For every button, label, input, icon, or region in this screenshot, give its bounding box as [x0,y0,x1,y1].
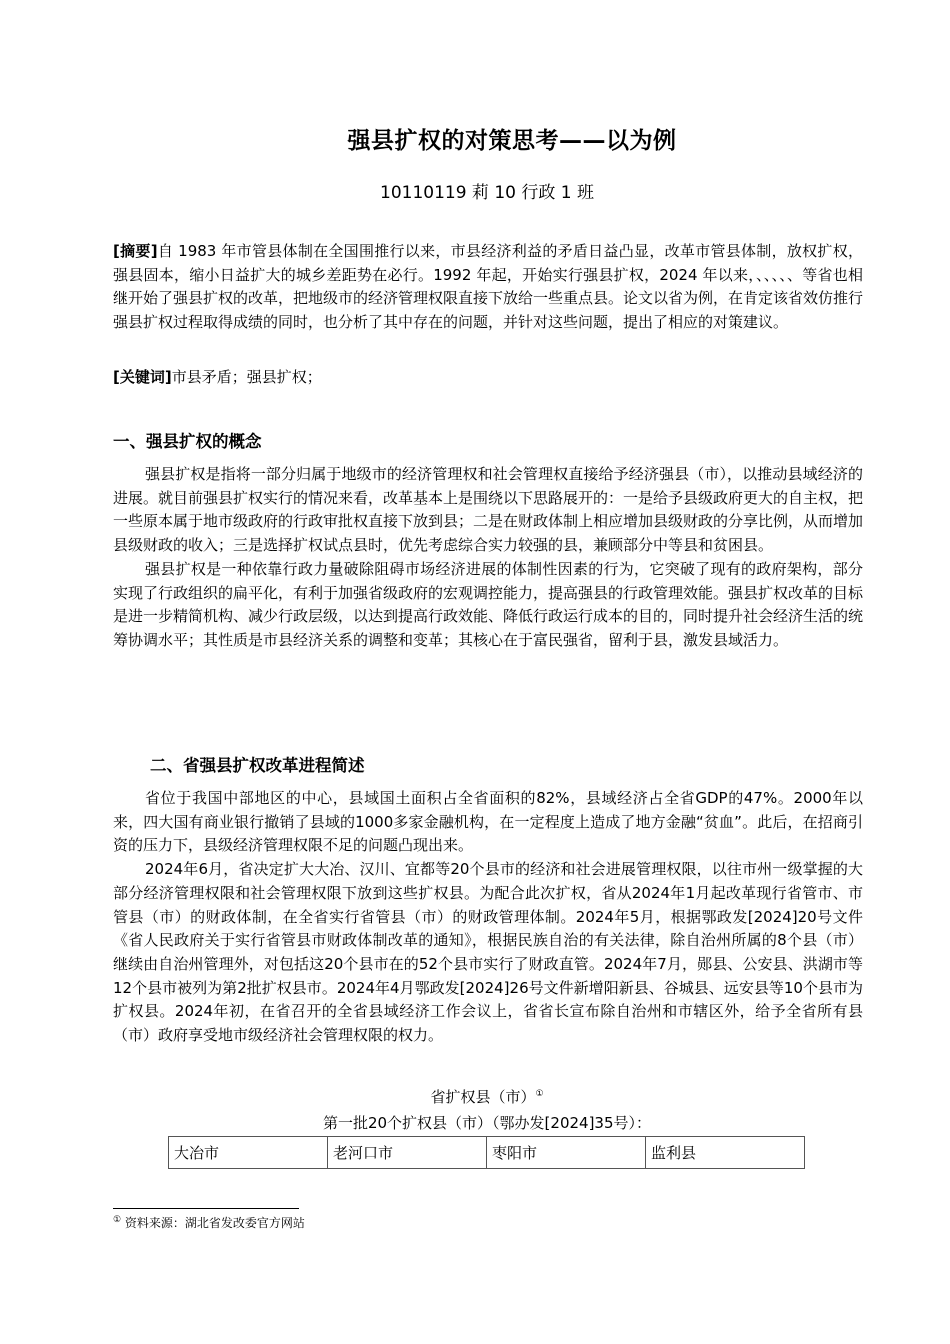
table-cell: 老河口市 [328,1137,487,1169]
footnote-text: 资料来源：湖北省发改委官方网站 [124,1216,305,1230]
keywords [113,366,863,390]
table-cell: 枣阳市 [487,1137,646,1169]
keywords-label: [关键词] [113,368,172,386]
section2-body [113,787,863,1048]
section1-body [113,463,863,653]
table-row [169,1137,805,1169]
table-cell: 监利县 [646,1137,805,1169]
paper-title: 强县扩权的对策思考——以为例 [347,128,677,154]
table-cell: 大冶市 [169,1137,328,1169]
footnote-mark: ① [113,1215,122,1225]
section1-paragraph-2: 强县扩权是一种依靠行政力量破除阻碍市场经济进展的体制性因素的行为，它突破了现有的政府架构，部分实现了行政组织的扁平化，有利于加强省级政府的宏观调控能力，提高强县的行政管理效能。强县扩权改革的目标是进一步精简机构、减少行政层级，以达到提高行政效能、降低行政运行成本的目的，同时提升社会经济生活的统筹协调水平；其性质是市县经济关系的调整和变革；其核心在于富民强省，留利于县，激发县域活力。 [113,559,864,649]
abstract [113,240,863,335]
table-subcaption: 第一批20个扩权县（市）（鄂办发[2024]35号）： [322,1114,652,1132]
section1-paragraph-1: 强县扩权是指将一部分归属于地级市的经济管理权和社会管理权直接给予经济强县（市），以推动县域经济的进展。就目前强县扩权实行的情况来看，改革基本上是围绕以下思路展开的：一是给予县级政府更大的自主权，把一些原本属于地市级政府的行政审批权直接下放到县；二是在财政体制上相应增加县级财政的分享比例，从而增加县级财政的收入；三是选择扩权试点县时，优先考虑综合实力较强的县，兼顾部分中等县和贫困县。 [113,465,864,555]
section2-paragraph-1: 省位于我国中部地区的中心，县域国土面积占全省面积的82%，县域经济占全省GDP的47%。2000年以来，四大国有商业银行撤销了县域的1000多家金融机构，在一定程度上造成了地方金融“贫血”。此后，在招商引资的压力下，县级经济管理权限不足的问题凸现出来。 [113,789,863,855]
section1-heading: 一、强县扩权的概念 [113,432,262,451]
table-caption [0,1086,950,1107]
table-caption-text: 省扩权县（市） [430,1088,536,1106]
footnote-divider [113,1208,299,1209]
section2-heading: 二、省强县扩权改革进程简述 [150,756,365,775]
footnote-reference: ① [535,1089,544,1099]
keywords-text: 市县矛盾；强县扩权； [171,368,322,386]
abstract-label: [摘要] [113,242,158,260]
author-line: 10110119 莉 10 行政 1 班 [380,183,594,203]
abstract-text: 自 1983 年市管县体制在全国围推行以来，市县经济利益的矛盾日益凸显，改革市管县体制，放权扩权，强县固本，缩小日益扩大的城乡差距势在必行。1992 年起，开始实行强县扩权，2024 年以来，、、、、、等省也相继开始了强县扩权的改革，把地级市的经济管理权限直接下放给一些重点县。论文以省为例，在肯定该省效仿推行强县扩权过程取得成绩的同时，也分析了其中存在的问题，并针对这些问题，提出了相应的对策建议。 [113,242,864,332]
footnote [113,1214,305,1231]
county-table [168,1136,805,1169]
section2-paragraph-2: 2024年6月，省决定扩大大冶、汉川、宜都等20个县市的经济和社会进展管理权限，以往市州一级掌握的大部分经济管理权限和社会管理权限下放到这些扩权县。为配合此次扩权，省从2024年1月起改革现行省管市、市管县（市）的财政体制，在全省实行省管县（市）的财政管理体制。2024年5月，根据鄂政发[2024]20号文件《省人民政府关于实行省管县市财政体制改革的通知》，根据民族自治的有关法律，除自治州所属的8个县（市）继续由自治州管理外，对包括这20个县市在的52个县市实行了财政直管。2024年7月，郧县、公安县、洪湖市等12个县市被列为第2批扩权县市。2024年4月鄂政发[2024]26号文件新增阳新县、谷城县、远安县等10个县市为扩权县。2024年初，在省召开的全省县域经济工作会议上，省省长宣布除自治州和市辖区外，给予全省所有县（市）政府享受地市级经济社会管理权限的权力。 [113,860,863,1045]
